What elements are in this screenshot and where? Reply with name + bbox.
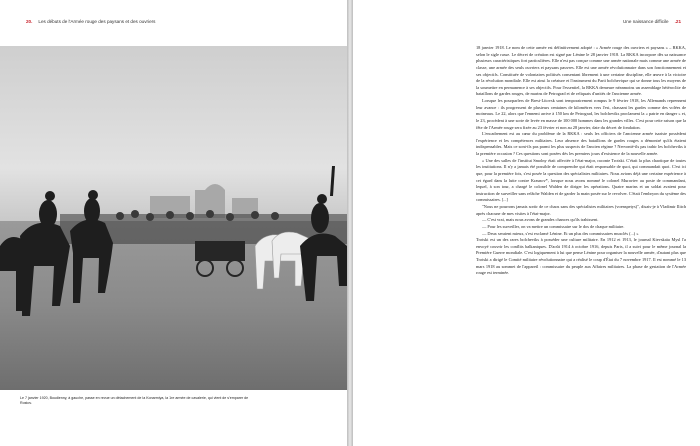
body-text <box>476 45 686 277</box>
paragraph: Trotski est un des rares bolcheviks à posséder une culture militaire. En 1912 et 1913, le journal Kievskaïa Mysl l'a envoyé couvrir les conflits balkaniques. D'août 1914 à octobre 1916, depuis Paris, il a suivi pour le même journal la Première Guerre mondiale. C'est logiquement à lui que pense Lénine pour organiser la nouvelle armée, d'autant plus que Trotski a dirigé le Comité militaire révolutionnaire qui a réalisé le coup d'État du 7 novembre 1917. Il est nommé le 13 mars 1918 au sommet de l'appareil : commissaire du peuple aux Affaires militaires. La phase de gestation de l'Armée rouge est terminée. <box>476 237 686 276</box>
photo-graphic <box>0 46 347 390</box>
paragraph: « Une des salles de l'institut Smolny était affectée à l'état-major, raconte Trotski. C'était la plus chaotique de toutes les institutions. Il n'y a jamais été possible de comprendre qui était responsable de quoi, qui commandait quoi. C'est ici que, pour la première fois, s'est posée la question des spécialistes militaires. Nous avions déjà une certaine expérience à cet égard dans la lutte contre Krasnov*, lorsque nous avons nommé le colonel Muraviev au poste de commandant, lequel, à son tour, a chargé le colonel Walden de diriger les opérations. Quatre marins et un soldat avaient pour instruction de surveiller sans relâche Walden et de garder la main posée sur le revolver. C'était l'embryon du système des commissaires. [...] <box>476 157 686 203</box>
right-running-head-title: Une naissance difficile <box>622 19 669 24</box>
right-page-number: .21 <box>674 19 681 24</box>
paragraph: 18 janvier 1918. Le nom de cette armée est définitivement adopté : « Armée rouge des ouvriers et paysans » – RKKA, selon le sigle russe. Le décret de création est signé par Lénine le 28 janvier 1918. La RKKA incorpore dès sa naissance plusieurs caractéristiques fort particulières. Elle n'est pas conçue comme une armée nationale mais comme une armée de classe, une armée des seuls ouvriers et paysans pauvres. Elle est une armée révolutionnaire dans son fonctionnement et ses objectifs. Constituée de volontaires politisés consentant librement à une certaine discipline, elle œuvre à la victoire de la révolution mondiale. Elle est ainsi la créature et l'instrument du Parti bolchevique qui se donne tous les moyens de la soumettre en permanence à ses objectifs. Pour l'essentiel, la RKKA demeure néanmoins un assemblage hétéroclite de bataillons de gardes rouges, de marins de Petrograd et de reliquats d'unités de l'ancienne armée. <box>476 45 686 97</box>
paragraph: Lorsque les pourparlers de Brest-Litovsk sont temporairement rompus le 9 février 1918, les Allemands reprennent leur avance : ils progressent de plusieurs centaines de kilomètres vers l'est, chassant les gardes comme des volées de moineaux. Le 22, alors que l'ennemi arrive à 150 km de Petrograd, les bolcheviks proclament la « patrie en danger » et, le 23, procèdent à une sorte de levée en masse de 100 000 hommes dans les grandes villes. C'est pour cette raison que la fête de l'Armée rouge sera fixée au 23 février et non au 28 janvier, date du décret de fondation. <box>476 98 686 130</box>
right-page <box>353 0 700 446</box>
dialog-line: "Nous ne pourrons jamais sortir de ce chaos sans des spécialistes militaires (voenspetys)", disais-je à Vladimir Ilitch après chacune de mes visites à l'état-major. <box>476 204 686 216</box>
dialog-line: — Deux seraient mieux, s'est exclamé Lénine. Et un plus des commissaires musclés (...) » <box>482 230 639 236</box>
left-page-number: 20. <box>26 19 33 24</box>
left-running-head-title: Les débuts de l'Armée rouge des paysans et des ouvriers <box>38 19 156 24</box>
cavalry-photograph <box>0 46 347 390</box>
right-running-head <box>623 19 681 25</box>
dialog-line: — Pour les surveiller, on va mettre un commissaire sur le dos de chaque militaire. <box>482 223 625 229</box>
left-page <box>0 0 347 446</box>
paragraph: L'encadrement est au cœur du problème de la RKKA : seuls les officiers de l'ancienne armée tsariste possèdent l'expérience et les compétences militaires. Leur absence des bataillons de gardes rouges a démontré qu'ils étaient indispensables. Mais ce sont-ils pas parmi les plus suspects de l'ancien régime ? Nervonté-ils pas trahir les bolcheviks à la première occasion ? Ces questions sont posées dès les premiers jours d'existence de la nouvelle armée. <box>476 131 686 156</box>
photo-caption: Le 7 janvier 1920, Boudienny, à gauche, passe en revue un détachement de la Konarmiya, la 1re armée de cavalerie, qui vient de s'emparer de Rostov. <box>20 396 249 405</box>
left-running-head <box>26 19 155 25</box>
dialog-line: — C'est vrai, mais nous avons de grandes chances qu'ils trahissent. <box>482 217 599 223</box>
